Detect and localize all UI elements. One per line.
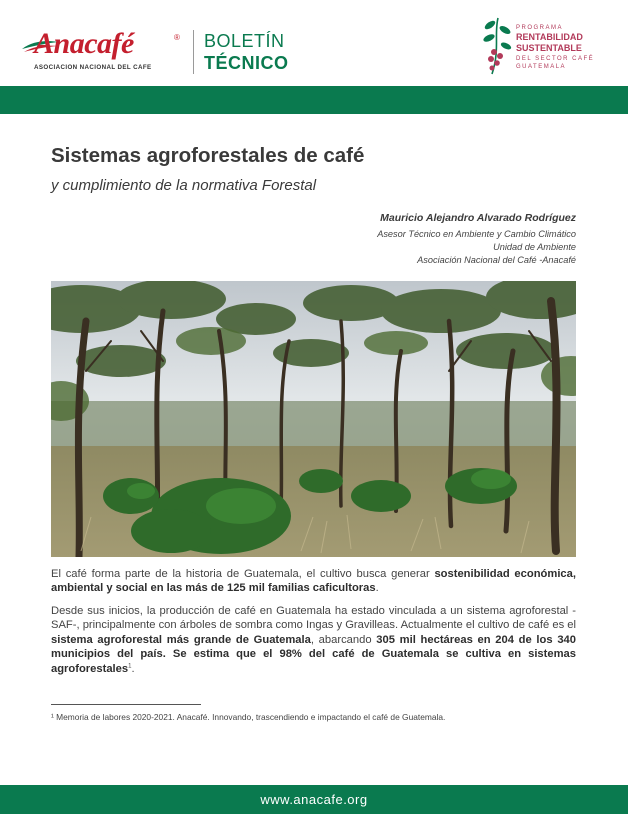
header-green-band	[0, 86, 628, 114]
author-name: Mauricio Alejandro Alvarado Rodríguez	[380, 212, 576, 224]
logo-wordmark: Anacafé	[34, 27, 134, 60]
history-highlight-1: sistema agroforestal más grande de Guatemala	[51, 633, 311, 646]
website-link[interactable]: www.anacafe.org	[260, 792, 368, 807]
page-header	[0, 0, 628, 86]
intro-text-1: El café forma parte de la historia de Guatemala, el cultivo busca generar	[51, 568, 435, 580]
history-highlight-2: 305 mil hectáreas en 204 de los 340 municipios del país. Se estima que el 98% del café de Guatemala se cultiva en sistemas agroforestales	[51, 633, 576, 675]
logo-registered-mark: ®	[174, 33, 180, 42]
intro-highlight: sostenibilidad económica, ambiental y social en las más de 125 mil familias caficultoras	[51, 568, 576, 595]
program-label-sustentable: SUSTENTABLE	[516, 43, 582, 53]
intro-paragraph	[51, 567, 576, 596]
history-paragraph	[51, 604, 576, 676]
author-position: Asesor Técnico en Ambiente y Cambio Climático	[377, 229, 576, 239]
author-unit: Unidad de Ambiente	[493, 242, 576, 252]
author-organization: Asociación Nacional del Café -Anacafé	[417, 255, 576, 265]
program-label-rentabilidad: RENTABILIDAD	[516, 32, 583, 42]
footnote-reference[interactable]: 1	[128, 662, 132, 669]
anacafe-logo	[20, 27, 188, 75]
history-text-3: .	[131, 662, 135, 675]
history-text-2: , abarcando	[310, 633, 377, 646]
bulletin-label-line2: TÉCNICO	[204, 53, 289, 73]
program-label-sector: DEL SECTOR CAFÉ	[516, 56, 595, 62]
article-subtitle: y cumplimiento de la normativa Forestal	[51, 177, 317, 194]
program-label-small: PROGRAMA	[516, 25, 564, 31]
footnote-separator	[51, 704, 201, 705]
logo-subtitle: ASOCIACION NACIONAL DEL CAFE	[34, 64, 152, 71]
program-label-country: GUATEMALA	[516, 64, 567, 70]
coffee-agroforest-photo	[51, 281, 576, 557]
intro-text-2: .	[375, 582, 379, 595]
coffee-branch-icon	[478, 16, 514, 76]
bulletin-label-line1: BOLETÍN	[204, 31, 285, 51]
history-text-1: Desde sus inicios, la producción de café en Guatemala ha estado vinculada a un sistema agroforestal -SAF-, principalmente con árboles de sombra como Ingas y Gravilleas. Actualmente el cultivo de café es el	[51, 605, 576, 632]
article-title: Sistemas agroforestales de café	[51, 144, 365, 167]
footnote: ¹ Memoria de labores 2020-2021. Anacafé. Innovando, trascendiendo e impactando el café de Guatemala.	[51, 712, 446, 722]
photo-illustration	[51, 281, 576, 557]
header-divider	[193, 30, 194, 74]
